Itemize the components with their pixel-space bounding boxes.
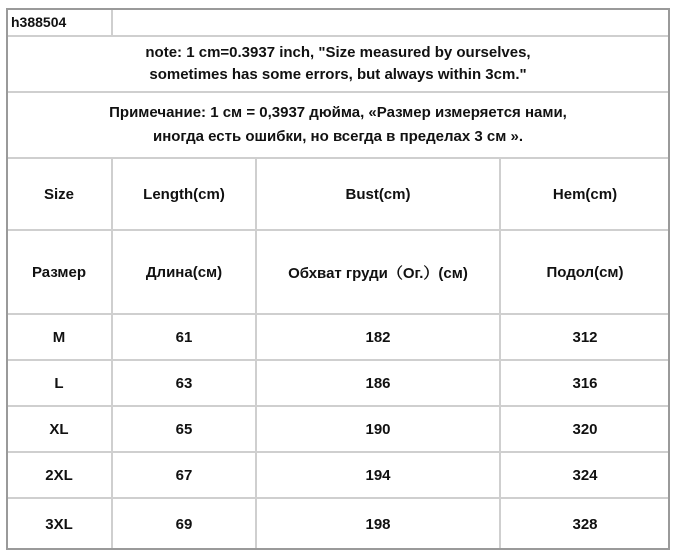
table-cell-bust: 190 — [256, 406, 500, 452]
header-size: Size — [6, 158, 112, 230]
table-cell-size: M — [6, 314, 112, 360]
header-bust-ru: Обхват груди（Ог.）(см) — [256, 230, 500, 314]
table-cell-hem: 312 — [500, 314, 670, 360]
note-russian — [6, 92, 670, 158]
table-cell-size: 2XL — [6, 452, 112, 498]
table-cell-hem: 328 — [500, 498, 670, 550]
note-english-line2: sometimes has some errors, but always within 3cm." — [149, 66, 527, 83]
table-cell-bust: 198 — [256, 498, 500, 550]
product-code-blank — [112, 8, 670, 36]
header-hem: Hem(cm) — [500, 158, 670, 230]
table-cell-hem: 316 — [500, 360, 670, 406]
table-cell-bust: 194 — [256, 452, 500, 498]
table-cell-bust: 186 — [256, 360, 500, 406]
table-cell-length: 67 — [112, 452, 256, 498]
table-cell-size: L — [6, 360, 112, 406]
header-length-ru: Длина(см) — [112, 230, 256, 314]
note-russian-line2: иногда есть ошибки, но всегда в пределах 3 см ». — [152, 128, 524, 145]
note-russian-line1: Примечание: 1 см = 0,3937 дюйма, «Размер измеряется нами, — [109, 104, 567, 121]
table-cell-length: 69 — [112, 498, 256, 550]
table-cell-length: 65 — [112, 406, 256, 452]
product-code: h388504 — [6, 8, 112, 36]
note-english — [6, 36, 670, 92]
header-hem-ru: Подол(см) — [500, 230, 670, 314]
header-size-ru: Размер — [6, 230, 112, 314]
table-cell-hem: 324 — [500, 452, 670, 498]
table-cell-bust: 182 — [256, 314, 500, 360]
table-cell-size: 3XL — [6, 498, 112, 550]
size-chart — [6, 8, 670, 550]
header-bust: Bust(cm) — [256, 158, 500, 230]
table-cell-size: XL — [6, 406, 112, 452]
table-cell-length: 63 — [112, 360, 256, 406]
note-english-line1: note: 1 cm=0.3937 inch, "Size measured by ourselves, — [145, 44, 531, 61]
table-cell-length: 61 — [112, 314, 256, 360]
table-cell-hem: 320 — [500, 406, 670, 452]
header-length: Length(cm) — [112, 158, 256, 230]
